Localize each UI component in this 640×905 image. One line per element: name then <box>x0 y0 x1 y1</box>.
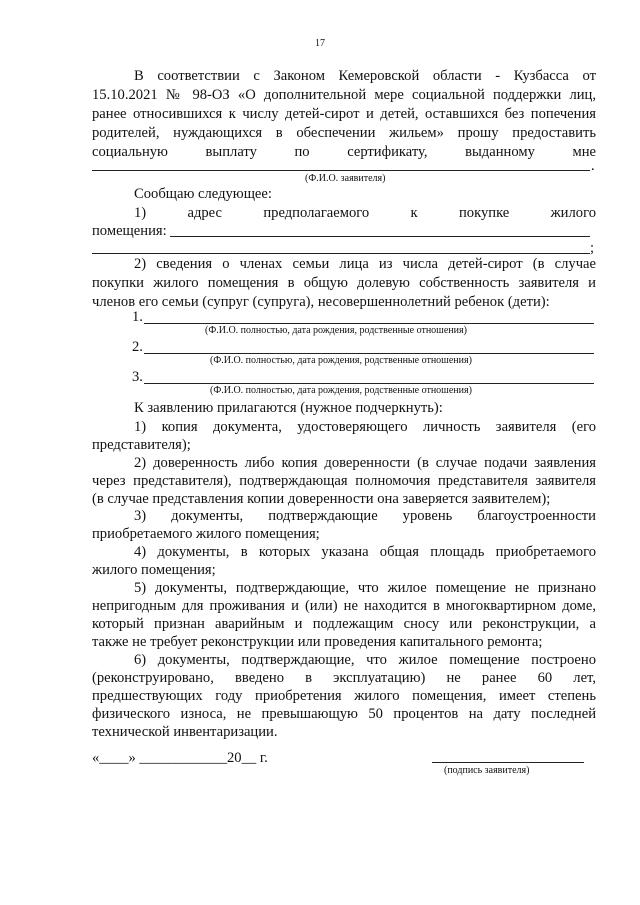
page-number: 17 <box>315 38 325 49</box>
attachment-2-line-1: 2) доверенность либо копия доверенности (в случае подачи заявления <box>134 455 596 471</box>
intro-line-1: В соответствии с Законом Кемеровской области - Кузбасса от <box>134 68 596 84</box>
family-member-1-field[interactable] <box>144 323 594 324</box>
attachment-2-line-3: (в случае представления копии доверенности она заверяется заявителем); <box>92 491 551 507</box>
family-member-2-field[interactable] <box>144 353 594 354</box>
address-end-semicolon: ; <box>590 240 595 256</box>
attachment-4-line-1: 4) документы, в которых указана общая площадь приобретаемого <box>134 544 596 560</box>
attachments-heading: К заявлению прилагаются (нужное подчеркнуть): <box>134 400 443 416</box>
attachment-5-line-2: непригодным для проживания и (или) не находится в многоквартирном доме, <box>92 598 596 614</box>
attachment-3-line-1: 3) документы, подтверждающие уровень благоустроенности <box>134 508 596 524</box>
intro-line-4: родителей, нуждающихся в обеспечении жильем» прошу предоставить <box>92 125 596 141</box>
attachment-6-line-1: 6) документы, подтверждающие, что жилое помещение построено <box>134 652 596 668</box>
attachment-5-line-1: 5) документы, подтверждающие, что жилое помещение не признано <box>134 580 596 596</box>
report-item-2-line-2: покупки жилого помещения в общую долевую собственность заявителя и <box>92 275 596 291</box>
address-field-1[interactable] <box>170 236 590 237</box>
family-member-1-caption: (Ф.И.О. полностью, дата рождения, родственные отношения) <box>205 325 467 336</box>
attachment-5-line-3: который признан аварийным и подлежащим сносу или реконструкции, а <box>92 616 596 632</box>
address-field-2[interactable] <box>92 253 590 254</box>
intro-line-2: 15.10.2021 № 98-ОЗ «О дополнительной мере социальной поддержки лиц, <box>92 87 596 103</box>
applicant-name-field[interactable] <box>92 170 590 171</box>
attachment-5-line-4: также не требует реконструкции или проведения капитального ремонта; <box>92 634 543 650</box>
report-heading: Сообщаю следующее: <box>134 186 272 202</box>
report-item-1-label: помещения: <box>92 223 167 239</box>
report-item-2-line-1: 2) сведения о членах семьи лица из числа детей-сирот (в случае <box>134 256 596 272</box>
family-member-3-number: 3. <box>132 369 143 385</box>
signature-field[interactable] <box>432 762 584 763</box>
attachment-6-line-3: предшествующих году приобретения жилого помещения, имеет степень <box>92 688 596 704</box>
attachment-6-line-4: физического износа, не превышающую 50 процентов на дату последней <box>92 706 596 722</box>
date-field[interactable]: «____» ____________20__ г. <box>92 750 268 766</box>
family-member-3-field[interactable] <box>144 383 594 384</box>
report-item-1-line-1: 1) адрес предполагаемого к покупке жилого <box>134 205 596 221</box>
attachment-1-line-1: 1) копия документа, удостоверяющего личность заявителя (его <box>134 419 596 435</box>
attachment-6-line-2: (реконструировано, введено в эксплуатацию) не ранее 60 лет, <box>92 670 596 686</box>
attachment-2-line-2: через представителя), подтверждающая полномочия представителя заявителя <box>92 473 596 489</box>
family-member-3-caption: (Ф.И.О. полностью, дата рождения, родственные отношения) <box>210 385 472 396</box>
intro-line-5: социальную выплату по сертификату, выданному мне <box>92 144 596 160</box>
attachment-3-line-2: приобретаемого жилого помещения; <box>92 526 320 542</box>
applicant-name-end-dot: . <box>591 158 595 174</box>
family-member-2-number: 2. <box>132 339 143 355</box>
intro-line-3: ранее относившихся к числу детей-сирот и детей, оставшихся без попечения <box>92 106 596 122</box>
family-member-2-caption: (Ф.И.О. полностью, дата рождения, родственные отношения) <box>210 355 472 366</box>
signature-caption: (подпись заявителя) <box>444 765 530 776</box>
attachment-4-line-2: жилого помещения; <box>92 562 216 578</box>
family-member-1-number: 1. <box>132 309 143 325</box>
attachment-6-line-5: технической инвентаризации. <box>92 724 278 740</box>
report-item-2-line-3: членов его семьи (супруг (супруга), несовершеннолетний ребенок (дети): <box>92 294 550 310</box>
attachment-1-line-2: представителя); <box>92 437 191 453</box>
applicant-name-caption: (Ф.И.О. заявителя) <box>305 173 386 184</box>
